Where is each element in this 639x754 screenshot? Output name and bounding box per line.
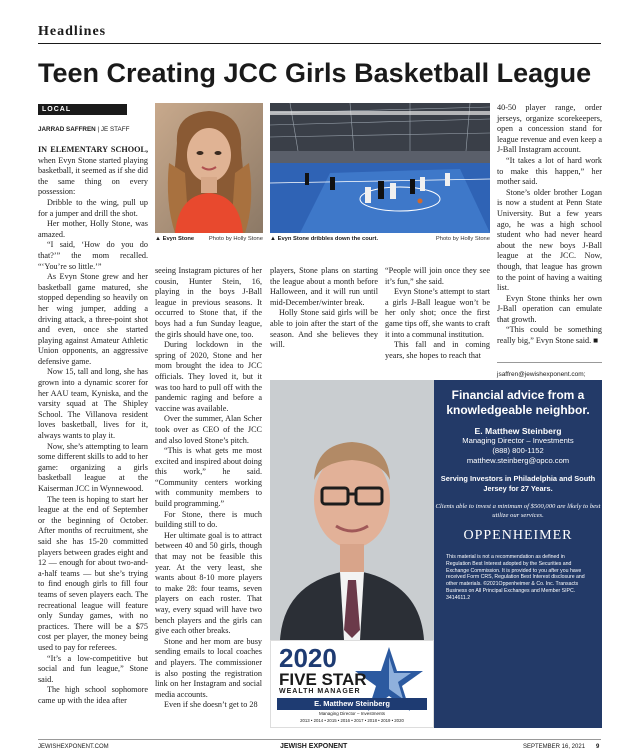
paragraph-text: players, Stone plans on starting the league about a month before Halloween, and it will run until mid-December/winter break. (270, 266, 378, 307)
article-paragraph (270, 266, 378, 308)
award-role: Managing Director – Investments (318, 711, 386, 716)
paragraph-text: Even if she doesn’t get to 28 (164, 700, 258, 710)
paragraph-text: Evyn Stone thinks her own J-Ball operation can emulate that growth. (497, 293, 602, 324)
paragraph-text: “This is what gets me most excited and inspired about doing this work,” he said. “Community centers working with community members to build programming.” (155, 446, 262, 509)
evyn-stone-portrait-photo (155, 103, 263, 233)
article-paragraph (497, 294, 602, 326)
paragraph-text: For Stone, there is much building still to do. (155, 509, 262, 530)
article-paragraph (155, 510, 262, 531)
award-subtitle: WEALTH MANAGER (279, 688, 361, 695)
article-paragraph (385, 266, 490, 287)
article-paragraph (155, 266, 262, 340)
article-column-1 (38, 145, 148, 706)
paragraph-text: Dribble to the wing, pull up for a jumper and drill the shot. (38, 197, 148, 218)
article-paragraph (385, 287, 490, 340)
ad-serving: Serving Investors in Philadelphia and South Jersey for 27 Years. (440, 474, 596, 493)
paragraph-text: This fall and in coming years, she hopes to reach that (385, 340, 490, 360)
ad-email[interactable]: matthew.steinberg@opco.com (466, 456, 570, 465)
article-paragraph (38, 495, 148, 654)
paragraph-text: “People will join once they see it’s fun,” she said. (385, 266, 490, 286)
five-star-award-badge (270, 640, 434, 728)
paragraph-text: “It’s a low-competitive but social and fun league,” Stone said. (38, 653, 148, 684)
award-years: 2013 • 2014 • 2015 • 2016 • 2017 • 2018 • 2019 • 2020 (300, 718, 404, 723)
paragraph-text: 40-50 player range, order jerseys, organize scorekeepers, open a concession stand for league revenue and even keep a J-Ball Instagram account. (497, 103, 602, 155)
photo2-caption-text: Evyn Stone dribbles down the court. (277, 236, 379, 242)
paragraph-text: Stone’s older brother Logan is now a student at Penn State University. But a few years ago, he was a high school student who had never heard about the new boys J-Ball league at the JCC. Now, though, that league has grown to the point of having a waiting list. (497, 187, 602, 293)
award-title: FIVE STAR (279, 670, 367, 689)
article-paragraph (38, 198, 148, 219)
photo2-credit: Photo by Holly Stone (435, 236, 490, 242)
article-paragraph (155, 340, 262, 414)
article-column-4 (385, 266, 490, 361)
article-column-3 (270, 266, 378, 351)
paragraph-text: “This could be something really big,” Evyn Stone said. ■ (497, 325, 602, 346)
section-header: Headlines (38, 24, 107, 39)
author-email[interactable]: jsaffren@jewishexponent.com; (497, 371, 586, 378)
byline-role: JE STAFF (100, 126, 130, 133)
article-paragraph (38, 272, 148, 367)
article-paragraph (155, 700, 262, 711)
basketball-court-photo (270, 103, 490, 233)
award-year: 2020 (279, 643, 337, 673)
photo1-credit: Photo by Holly Stone (208, 236, 263, 242)
ad-advisor-title: Managing Director – Investments (462, 436, 574, 445)
header-rule (38, 43, 601, 44)
oppenheimer-logo-text: OPPENHEIMER (463, 528, 573, 543)
paragraph-text: As Evyn Stone grew and her basketball game matured, she stopped depending so heavily on her wing jumper, adding a driving attack, a three-point shot and even, once she started playing against Amateur Athletic Union opponents, an aggressive defensive game. (38, 272, 148, 366)
footer-rule (38, 739, 601, 740)
paragraph-text: Stone and her mom are busy sending emails to local coaches and players. The commissioner is also posting the registration link on her Instagram and social media accounts. (155, 636, 262, 699)
paragraph-text: Now 15, tall and long, she has grown into a dynamic scorer for her AAU team, Kyniska, and the varsity squad at The Shipley School. The Villanova resident loves basketball, lives for it, always wants to play it. (38, 367, 148, 441)
footer-page: 9 (596, 744, 600, 750)
oppenheimer-advertisement (270, 380, 602, 728)
article-paragraph (38, 442, 148, 495)
paragraph-text: “I said, ‘How do you do that?’” the mom recalled. “‘You’re so little.’” (38, 240, 148, 271)
paragraph-text: During lockdown in the spring of 2020, Stone and her mom brought the idea to JCC officials. They loved it, but it was too hard to pull off with the pandemic raging and before a vaccine was available. (155, 340, 262, 413)
caption-triangle-icon: ▲ (270, 236, 276, 242)
oppenheimer-logo (434, 528, 602, 544)
footer-date: SEPTEMBER 16, 2021 (523, 744, 586, 750)
byline: JARRAD SAFFREN | JE STAFF (38, 126, 130, 133)
section-tag: LOCAL (38, 104, 127, 115)
article-paragraph (155, 637, 262, 701)
article-paragraph (38, 685, 148, 706)
article-paragraph (38, 367, 148, 441)
ad-headline: Financial advice from a knowledgeable neighbor. (446, 388, 590, 417)
article-paragraph (38, 219, 148, 240)
article-paragraph (155, 414, 262, 446)
article-lead-in: IN ELEMENTARY SCHOOL, (38, 145, 148, 154)
photo1-caption (155, 236, 263, 242)
ad-phone[interactable]: (888) 800-1152 (492, 446, 544, 455)
paragraph-text: when Evyn Stone started playing basketball, it seemed as if she did the same thing on every possession: (38, 155, 148, 197)
byline-name: JARRAD SAFFREN (38, 126, 96, 133)
paragraph-text: The teen is hoping to start her league at the end of September or the beginning of October. After months of recruitment, she said she has 15-20 committed players between grades eight and 12 — enough for about two-and-a-half teams — but she’s trying to find enough girls to fill four teams of seven players each. The recreational league will feature only Sunday games, with no practices. There will be a $75 cost per player, the money being used to pay for referees. (38, 494, 148, 652)
paragraph-text: Over the summer, Alan Scher took over as CEO of the JCC and also loved Stone’s pitch. (155, 414, 262, 445)
ad-advisor-name: E. Matthew Steinberg (474, 426, 562, 436)
article-paragraph (385, 340, 490, 361)
article-column-5 (497, 103, 602, 347)
article-paragraph (38, 654, 148, 686)
footer-site: JEWISHEXPONENT.COM (38, 744, 109, 750)
article-headline: Teen Creating JCC Girls Basketball League (38, 58, 592, 88)
article-paragraph (155, 446, 262, 510)
ad-clients-note: Clients able to invest a minimum of $500,000 are likely to best utilize our services. (435, 503, 601, 519)
photo1-caption-text: Evyn Stone (162, 236, 195, 242)
paragraph-text: Evyn Stone’s attempt to start a girls J-Ball league won’t be her only shot; once the first game tips off, she wants to craft it into a communal institution. (385, 287, 490, 339)
paragraph-text: The high school sophomore came up with the idea after (38, 685, 148, 705)
photo2-caption (270, 236, 490, 242)
advisor-portrait-photo (270, 380, 434, 640)
article-paragraph (38, 240, 148, 272)
footer-paper: JEWISH EXPONENT (280, 743, 348, 750)
caption-triangle-icon: ▲ (155, 236, 161, 242)
article-paragraph (497, 103, 602, 156)
paragraph-text: “It takes a lot of hard work to make this happen,” her mother said. (497, 155, 602, 187)
article-paragraph (497, 156, 602, 188)
paragraph-text: Her mother, Holly Stone, was amazed. (38, 219, 148, 239)
ad-info-panel (434, 380, 602, 728)
paragraph-text: seeing Instagram pictures of her cousin, Hunter Stein, 16, playing in the boys J-Ball league in previous seasons. It occurred to Stone that, if the boys had a fun Sunday league, the girls should have one, too. (155, 266, 262, 339)
article-paragraph (497, 325, 602, 346)
article-paragraph (155, 531, 262, 637)
article-column-2 (155, 266, 262, 711)
article-paragraph (497, 188, 602, 294)
paragraph-text: Holly Stone said girls will be able to join after the start of the season. And she believes they will. (270, 308, 378, 350)
paragraph-text: Now, she’s attempting to learn some different skills to add to her game: organizing a girls basketball league at the Kaiserman JCC in Wynnewood. (38, 441, 148, 493)
contact-rule (497, 362, 602, 363)
ad-disclaimer: This material is not a recommendation as defined in Regulation Best Interest adopted by the Securities and Exchange Commission. It is provided to you after you have received Form CRS, Regulation Best Interest disclosure and other materials. ©2021Oppenheimer & Co. Inc. Transacts Business on All Principal Exchanges and Member SIPC. 3414611.2 (446, 554, 585, 601)
article-paragraph (38, 145, 148, 198)
award-name: E. Matthew Steinberg (277, 698, 427, 710)
paragraph-text: Her ultimate goal is to attract between 40 and 50 girls, though that may not be feasible this year. At the very least, she wants about 8-10 more players to make 28: four teams, seven players on each roster. That way, every squad will have two bench players and the girls can give each other breaks. (155, 530, 262, 636)
article-paragraph (270, 308, 378, 350)
